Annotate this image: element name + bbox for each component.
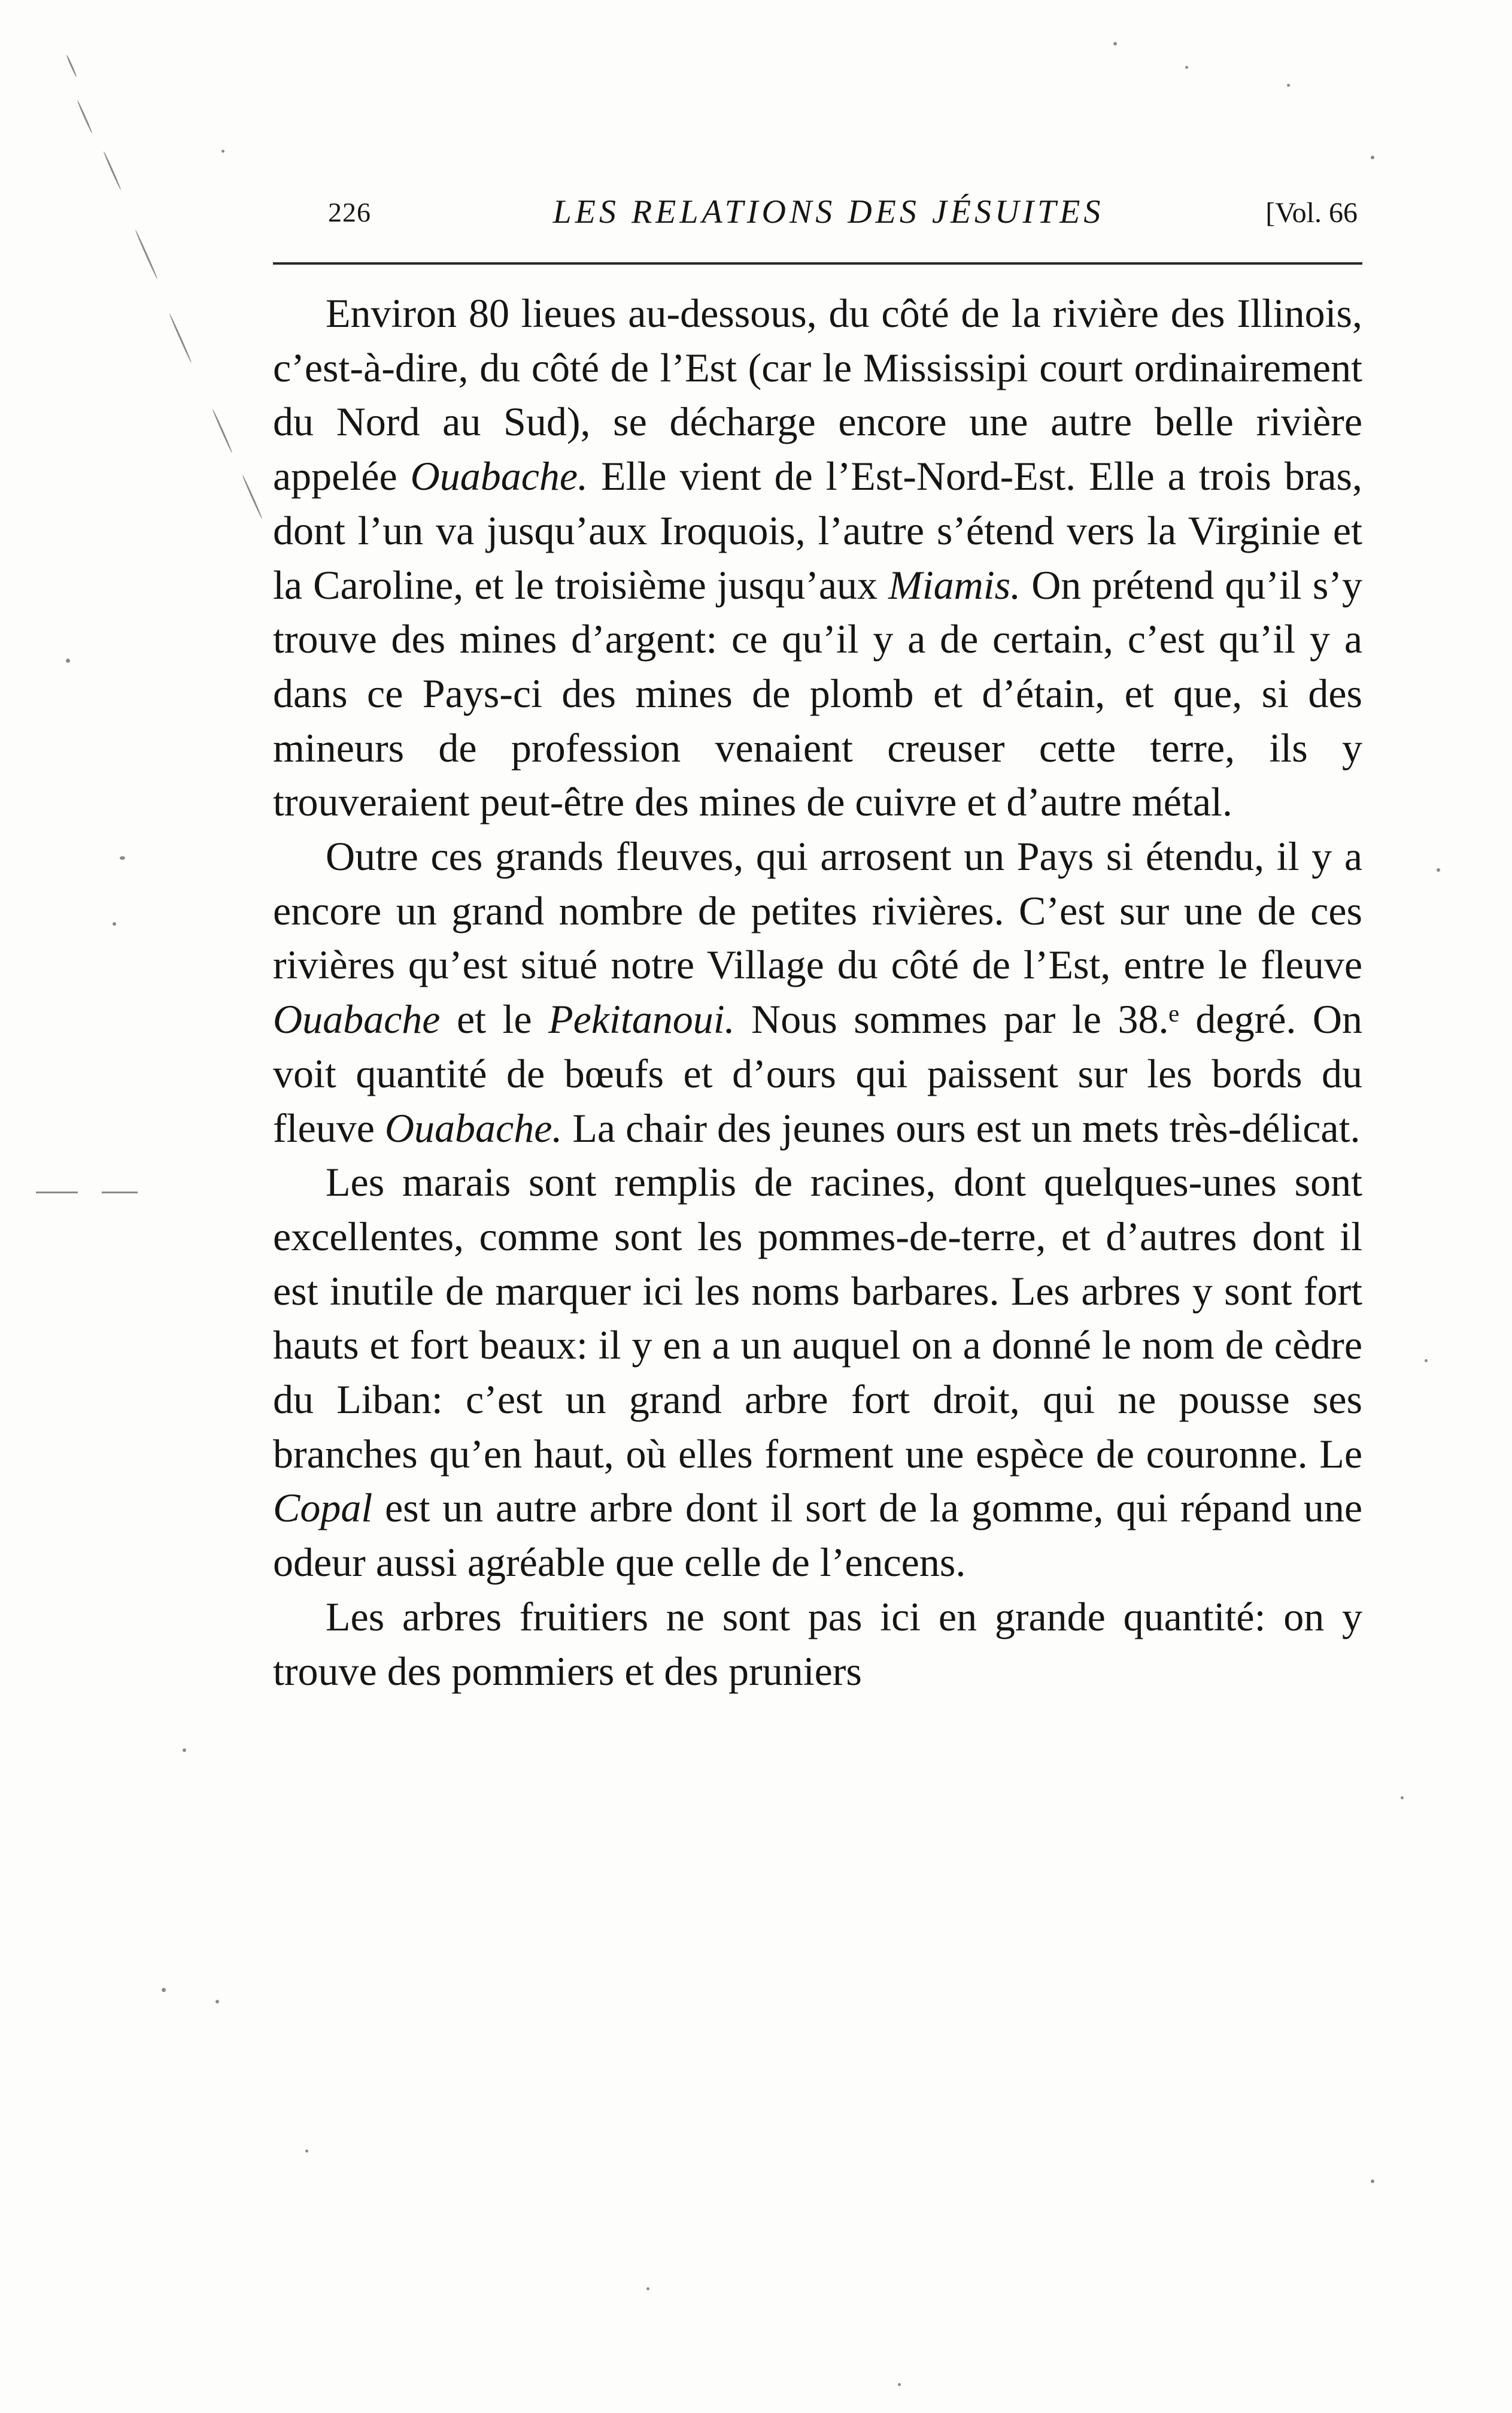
- italic-term: Ouabache: [273, 996, 441, 1042]
- volume-label: [Vol. 66: [1265, 197, 1358, 229]
- text-segment: Outre ces grands fleuves, qui arrosent un Pays si étendu, il y a encore un grand nombre de petites rivières. C’est sur une de ces rivières qu’est situé notre Village du côté de l’Est, entre le fleuve: [273, 833, 1362, 988]
- text-segment: Les marais sont remplis de racines, dont quelques-unes sont excellentes, comme sont les pommes-de-terre, et d’autres dont il est inutile de marquer ici les noms barbares. Les arbres y sont fort hauts et fort beaux: il y en a un auquel on a donné le nom de cèdre du Liban: c’est un grand arbre fort droit, qui ne pousse ses branches qu’en haut, où elles forment une espèce de couronne. Le: [273, 1159, 1362, 1477]
- header-rule: [273, 262, 1362, 265]
- text-segment: est un autre arbre dont il sort de la gomme, qui répand une odeur aussi agréable que celle de l’encens.: [273, 1485, 1362, 1586]
- italic-term: Ouabache.: [384, 1105, 563, 1151]
- italic-term: Ouabache.: [410, 453, 588, 499]
- page-number: 226: [328, 197, 371, 228]
- text-segment: et le: [440, 996, 549, 1042]
- text-segment: Les arbres fruitiers ne sont pas ici en grande quantité: on y trouve des pommiers et des pruniers: [273, 1593, 1362, 1694]
- text-segment: Nous sommes par le 38.ᵉ degré. On voit quantité de bœufs et d’ours qui paissent sur les bords du fleuve: [273, 996, 1362, 1151]
- italic-term: Miamis.: [888, 562, 1021, 608]
- running-title: LES RELATIONS DES JÉSUITES: [552, 193, 1104, 231]
- paragraph: [273, 286, 1362, 829]
- text-segment: La chair des jeunes ours est un mets très-délicat.: [562, 1105, 1361, 1151]
- text-segment: Elle vient de l’Est-Nord-Est. Elle a trois bras, dont l’un va jusqu’aux Iroquois, l’autre s’étend vers la Virginie et la Caroline, et le troisième jusqu’aux: [273, 453, 1362, 608]
- paragraph: [273, 1590, 1362, 1698]
- italic-term: Pekitanoui.: [548, 996, 735, 1042]
- text-segment: Environ 80 lieues au-dessous, du côté de la rivière des Illinois, c’est-à-dire, du côté de l’Est (car le Mississipi court ordinairement du Nord au Sud), se décharge encore une autre belle rivière appelée: [273, 290, 1362, 499]
- body-text: [273, 286, 1362, 1698]
- paragraph: [273, 1155, 1362, 1590]
- text-segment: On prétend qu’il s’y trouve des mines d’argent: ce qu’il y a de certain, c’est qu’il y a dans ce Pays-ci des mines de plomb et d’étain, et que, si des mineurs de profession venaient creuser cette terre, ils y trouveraient peut-être des mines de cuivre et d’autre métal.: [273, 562, 1362, 825]
- page-header: [328, 193, 1362, 250]
- paragraph: [273, 829, 1362, 1155]
- italic-term: Copal: [273, 1485, 373, 1531]
